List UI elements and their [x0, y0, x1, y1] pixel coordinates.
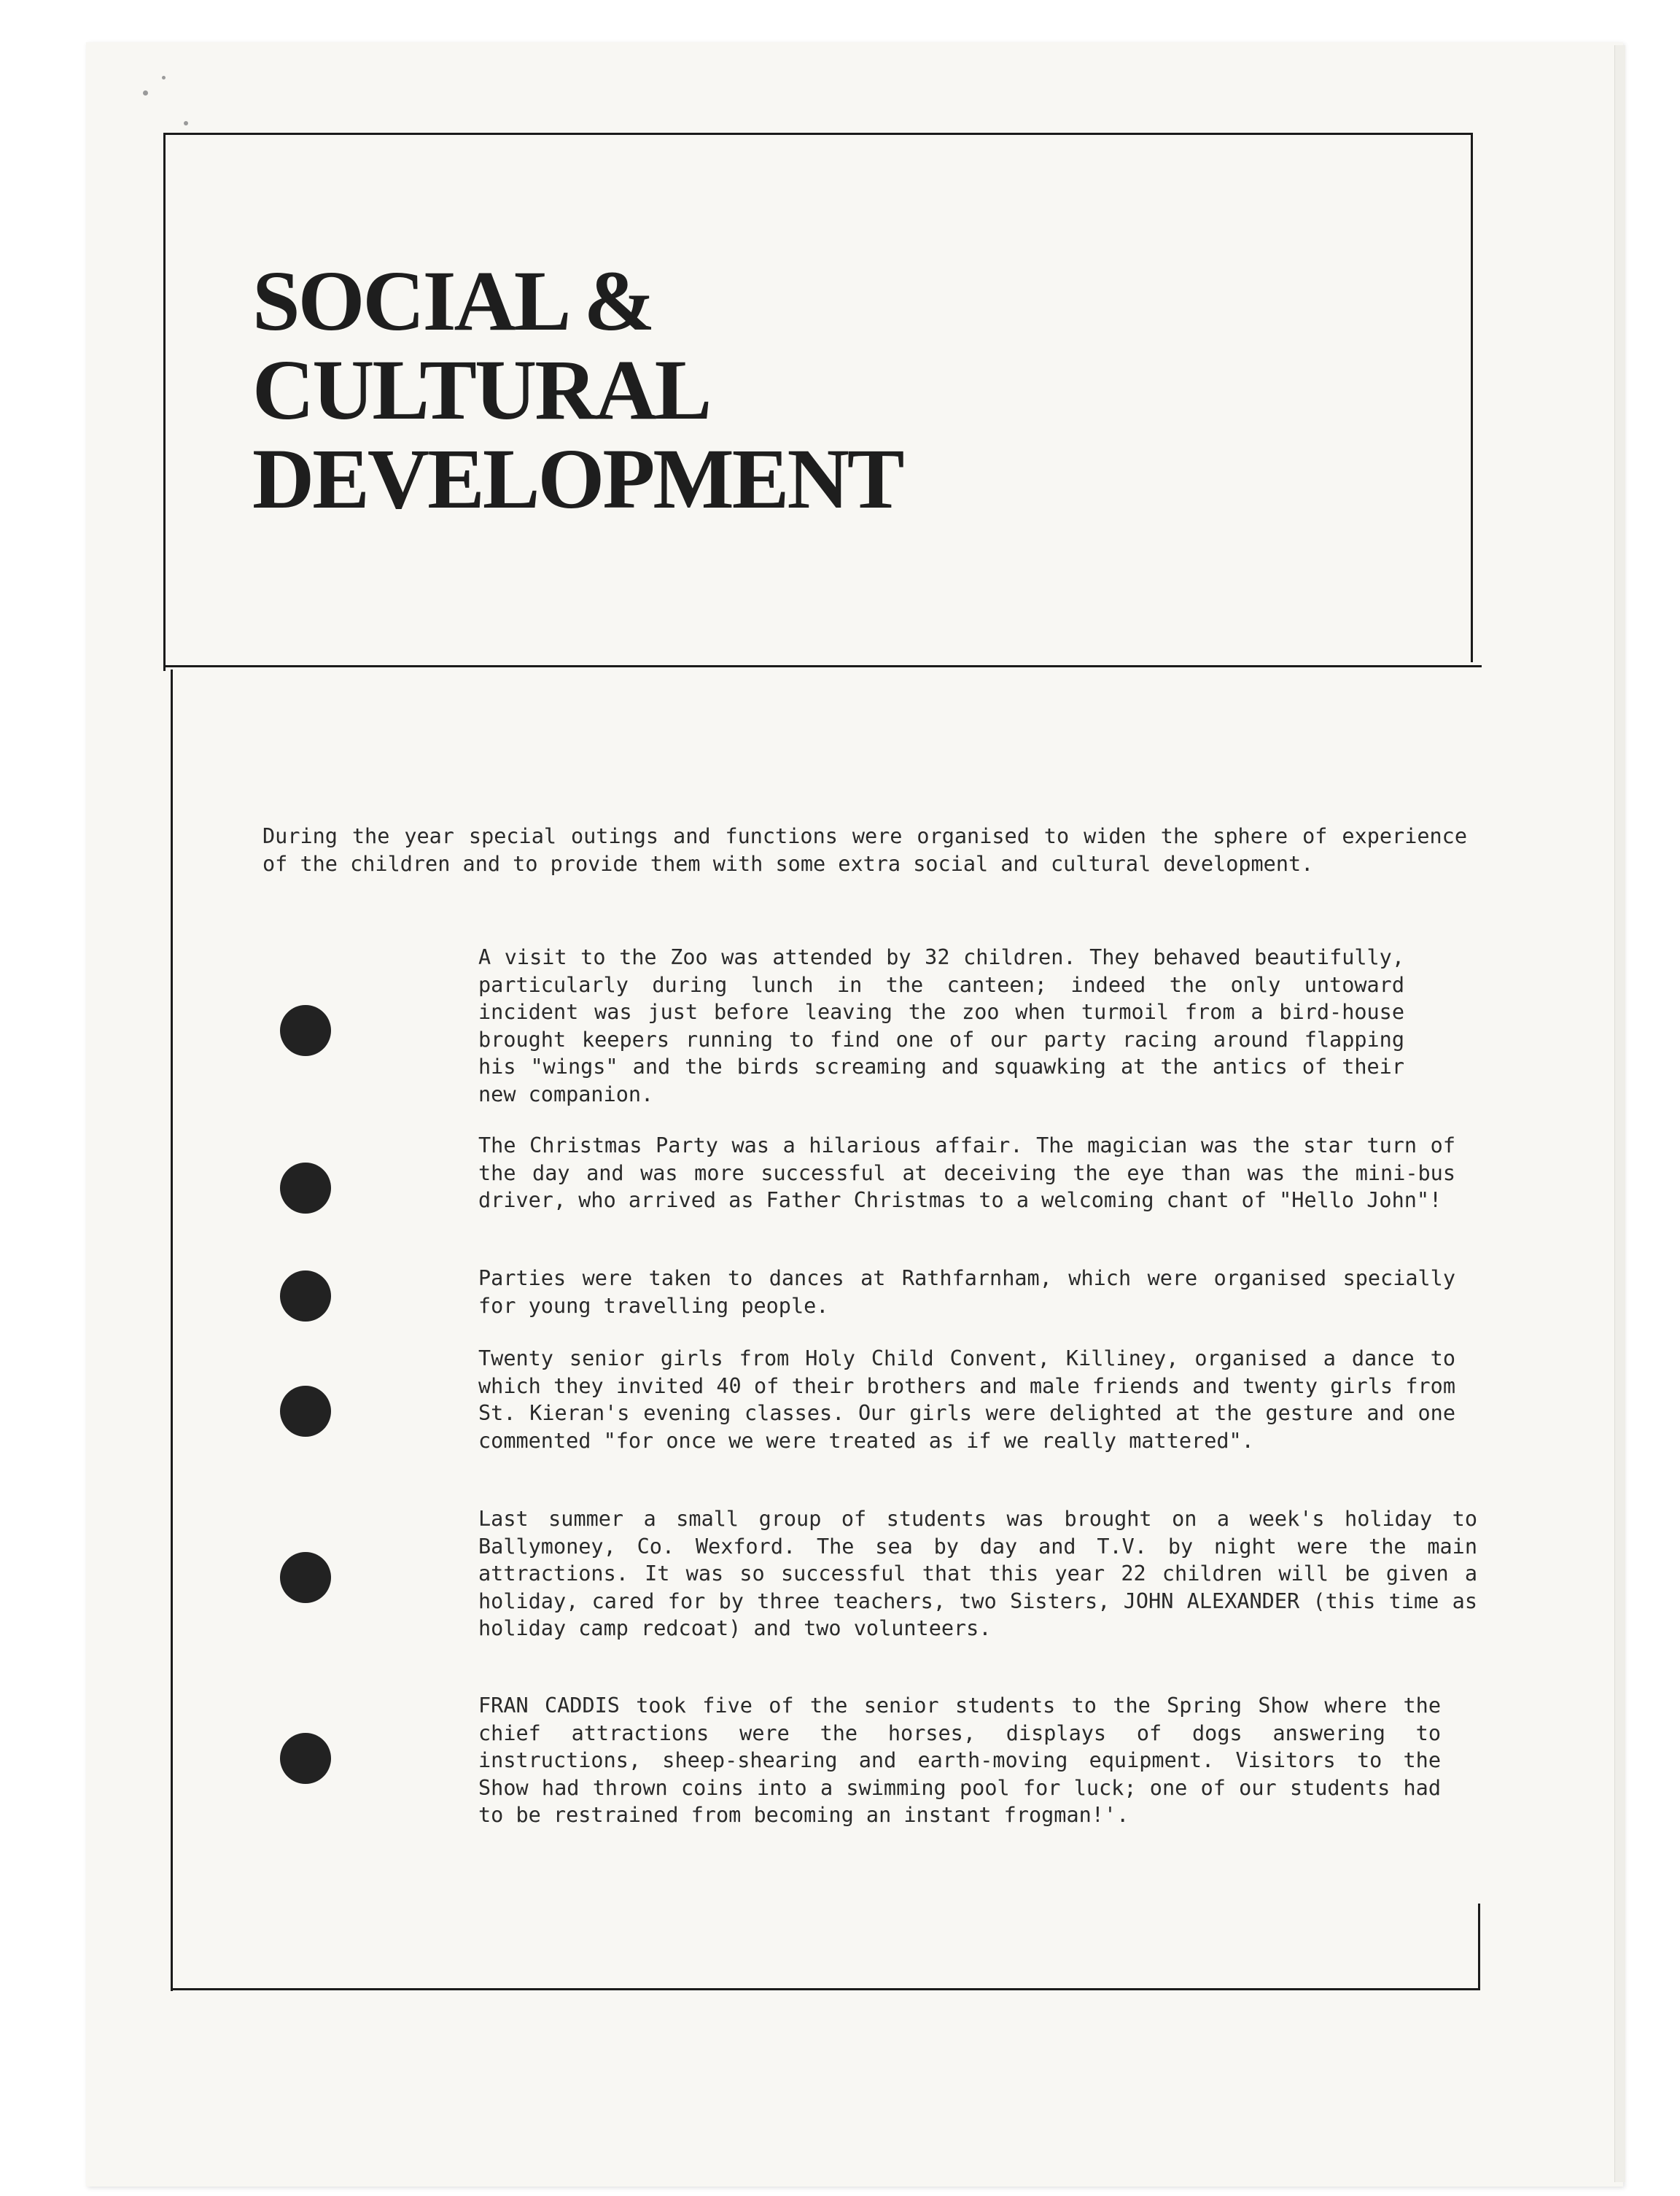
- bullet-dot: [280, 1733, 331, 1784]
- item-ballymoney-holiday: Last summer a small group of students was brought on a week's holiday to Ballymoney, Co. Wexford. The sea by day and T.V. by night were the main attractions. It was so successful that this year 22 children will be given a holiday, cared for by three teachers, two Sisters, JOHN ALEXANDER (this time as holiday camp redcoat) and two volunteers.: [478, 1507, 1477, 1640]
- intro-paragraph: During the year special outings and functions were organised to widen the sphere of experience of the children and to provide them with some extra social and cultural development.: [262, 824, 1467, 876]
- title-box-top-border: [163, 133, 1473, 135]
- item-christmas-party: The Christmas Party was a hilarious affair. The magician was the star turn of the day and was more successful at deceiving the eye than was the mini-bus driver, who arrived as Father Christmas to a welcoming chant of "Hello John"!: [478, 1133, 1455, 1212]
- title-box-bottom-border: [163, 665, 1482, 667]
- bullet-dot: [280, 1552, 331, 1603]
- item-spring-show: FRAN CADDIS took five of the senior students to the Spring Show where the chief attractions were the horses, displays of dogs answering to instructions, sheep-shearing and earth-moving equipment. Visitors to the Show had thrown coins into a swimming pool for luck; one of our students had to be restrained from becoming an instant frogman!'.: [478, 1693, 1441, 1827]
- paper-speck: [162, 76, 166, 79]
- page-title: [252, 253, 903, 527]
- title-line: SOCIAL &: [252, 253, 653, 349]
- paper-edge: [1614, 45, 1625, 2182]
- title-box-left-border: [163, 133, 166, 671]
- paper-speck: [143, 90, 148, 96]
- title-line: DEVELOPMENT: [252, 431, 903, 527]
- body-box-right-border: [1478, 1904, 1480, 1990]
- body-box-left-border: [171, 670, 173, 1991]
- bullet-dot: [280, 1163, 331, 1214]
- body-box-bottom-border: [171, 1988, 1480, 1990]
- bullet-dot: [280, 1270, 331, 1322]
- item-dances-rathfarnham: Parties were taken to dances at Rathfarnham, which were organised specially for young travelling people.: [478, 1266, 1455, 1318]
- title-line: CULTURAL: [252, 342, 710, 438]
- bullet-dot: [280, 1386, 331, 1437]
- item-holy-child-dance: Twenty senior girls from Holy Child Convent, Killiney, organised a dance to which they invited 40 of their brothers and male friends and twenty girls from St. Kieran's evening classes. Our girls were delighted at the gesture and one commented "for once we were treated as if we really mattered".: [478, 1346, 1455, 1453]
- paper-speck: [184, 121, 188, 125]
- item-zoo-visit: A visit to the Zoo was attended by 32 children. They behaved beautifully, particularly during lunch in the canteen; indeed the only untoward incident was just before leaving the zoo when turmoil from a bird-house brought keepers running to find one of our party racing around flapping his "wings" and the birds screaming and squawking at the antics of their new companion.: [478, 945, 1404, 1106]
- bullet-dot: [280, 1005, 331, 1056]
- title-box-right-border: [1471, 133, 1473, 662]
